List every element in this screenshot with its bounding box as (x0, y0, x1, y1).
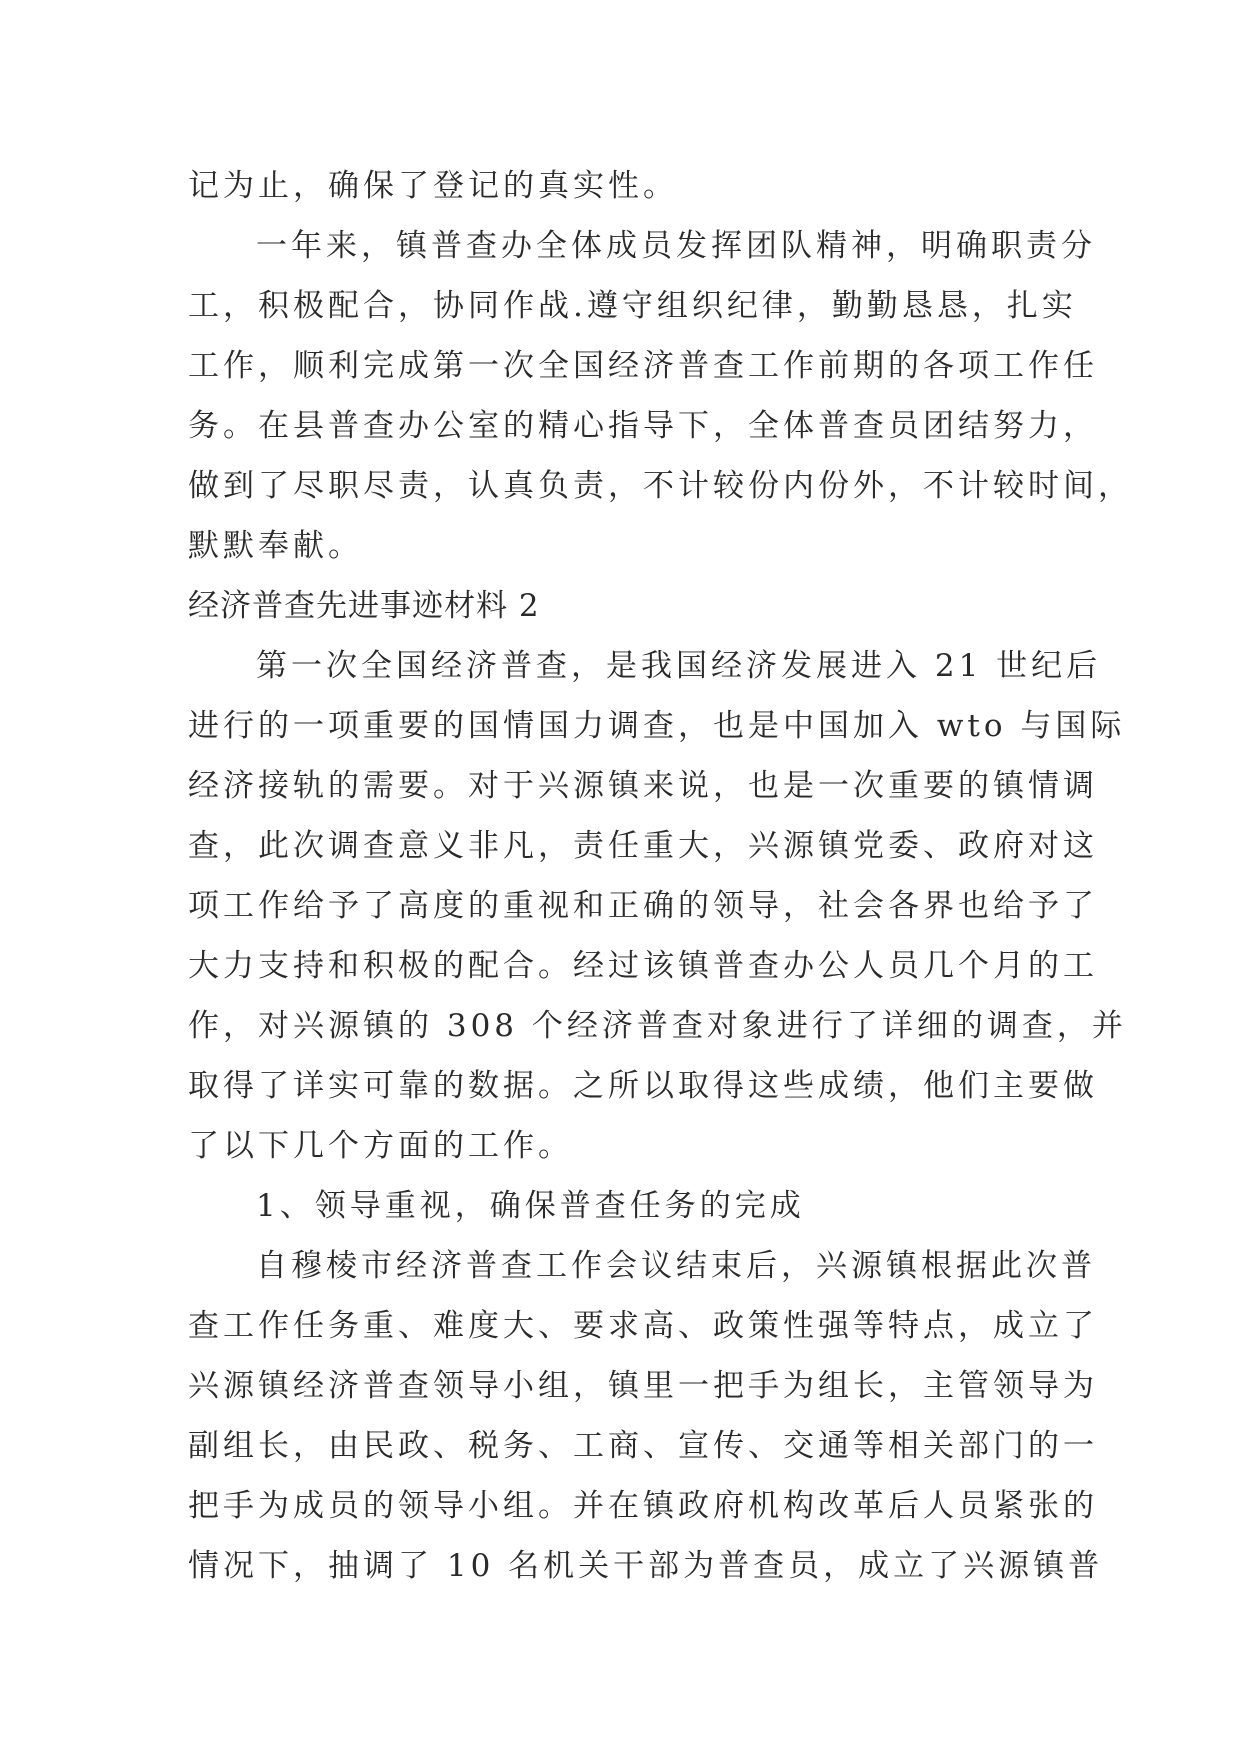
text-line: 自穆棱市经济普查工作会议结束后，兴源镇根据此次普 (256, 1248, 1096, 1284)
paragraph-4 (188, 1236, 1104, 1596)
text-line: 取得了详实可靠的数据。之所以取得这些成绩，他们主要做 (188, 1068, 1098, 1104)
text-line: 第一次全国经济普查，是我国经济发展进入 21 世纪后 (256, 648, 1102, 684)
text-line: 了以下几个方面的工作。 (188, 1128, 573, 1164)
text-line: 默默奉献。 (188, 528, 363, 564)
text-line: 一年来，镇普查办全体成员发挥团队精神，明确职责分 (256, 228, 1096, 264)
paragraph-1 (188, 156, 1068, 216)
text-line: 兴源镇经济普查领导小组，镇里一把手为组长，主管领导为 (188, 1368, 1098, 1404)
text-line: 情况下，抽调了 10 名机关干部为普查员，成立了兴源镇普 (188, 1548, 1104, 1584)
document-body (188, 156, 1133, 1596)
text-line: 查，此次调查意义非凡，责任重大，兴源镇党委、政府对这 (188, 828, 1098, 864)
text-line: 作，对兴源镇的 308 个经济普查对象进行了详细的调查，并 (188, 1008, 1127, 1044)
section-heading: 经济普查先进事迹材料 2 (188, 588, 540, 624)
text-line: 经济接轨的需要。对于兴源镇来说，也是一次重要的镇情调 (188, 768, 1098, 804)
text-line: 副组长，由民政、税务、工商、宣传、交通等相关部门的一 (188, 1428, 1098, 1464)
text-line: 务。在县普查办公室的精心指导下，全体普查员团结努力， (188, 408, 1098, 444)
section-1-title: 1、领导重视，确保普查任务的完成 (256, 1188, 805, 1224)
paragraph-2 (188, 216, 1133, 576)
text-line: 工作，顺利完成第一次全国经济普查工作前期的各项工作任 (188, 348, 1098, 384)
text-line: 大力支持和积极的配合。经过该镇普查办公人员几个月的工 (188, 948, 1098, 984)
text-line: 记为止，确保了登记的真实性。 (188, 168, 678, 204)
text-line: 做到了尽职尽责，认真负责，不计较份内份外，不计较时间， (188, 468, 1133, 504)
text-line: 项工作给予了高度的重视和正确的领导，社会各界也给予了 (188, 888, 1098, 924)
text-line: 把手为成员的领导小组。并在镇政府机构改革后人员紧张的 (188, 1488, 1098, 1524)
paragraph-3 (188, 636, 1127, 1176)
text-line: 工，积极配合，协同作战.遵守组织纪律，勤勤恳恳，扎实 (188, 288, 1077, 324)
text-line: 查工作任务重、难度大、要求高、政策性强等特点，成立了 (188, 1308, 1098, 1344)
text-line: 进行的一项重要的国情国力调查，也是中国加入 wto 与国际 (188, 708, 1126, 744)
